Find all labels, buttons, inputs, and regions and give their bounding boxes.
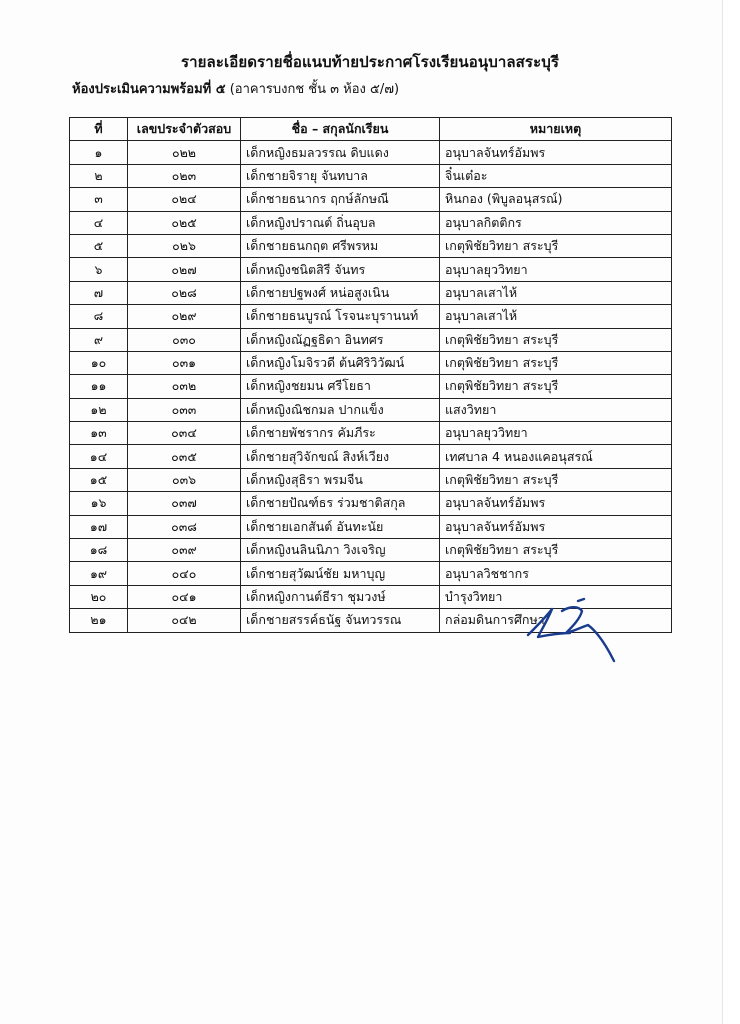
table-row bbox=[70, 515, 672, 538]
row-exam-id: ๐๔๑ bbox=[128, 585, 241, 608]
row-exam-id: ๐๓๑ bbox=[128, 351, 241, 374]
table-row bbox=[70, 188, 672, 211]
row-number: ๑๔ bbox=[70, 445, 128, 468]
row-number: ๑๓ bbox=[70, 422, 128, 445]
table-row bbox=[70, 234, 672, 257]
row-number: ๒๐ bbox=[70, 585, 128, 608]
row-number: ๔ bbox=[70, 211, 128, 234]
row-student-name: เด็กชายสุวิจักขณ์ สิงห์เวียง bbox=[241, 445, 440, 468]
row-note: เกตุพิชัยวิทยา สระบุรี bbox=[440, 351, 672, 374]
row-exam-id: ๐๔๒ bbox=[128, 609, 241, 632]
row-student-name: เด็กชายสรรค์ธนัฐ จันทวรรณ bbox=[241, 609, 440, 632]
table-row bbox=[70, 141, 672, 164]
row-student-name: เด็กหญิงนลินนิภา วิงเจริญ bbox=[241, 539, 440, 562]
row-note: กล่อมดินการศึกษา bbox=[440, 609, 672, 632]
row-number: ๖ bbox=[70, 258, 128, 281]
row-student-name: เด็กหญิงชยมน ศรีโยธา bbox=[241, 375, 440, 398]
table-header-row bbox=[70, 118, 672, 141]
row-number: ๑๙ bbox=[70, 562, 128, 585]
row-note: หินกอง (พิบูลอนุสรณ์) bbox=[440, 188, 672, 211]
table-row bbox=[70, 562, 672, 585]
row-student-name: เด็กชายธนากร ฤกษ์ลักษณี bbox=[241, 188, 440, 211]
row-exam-id: ๐๓๓ bbox=[128, 398, 241, 421]
row-number: ๑๕ bbox=[70, 468, 128, 491]
row-number: ๑๑ bbox=[70, 375, 128, 398]
row-number: ๑ bbox=[70, 141, 128, 164]
row-exam-id: ๐๔๐ bbox=[128, 562, 241, 585]
table-row bbox=[70, 422, 672, 445]
row-student-name: เด็กหญิงโมจิรวดี ต้นศิริวิวัฒน์ bbox=[241, 351, 440, 374]
table-row bbox=[70, 351, 672, 374]
table-row bbox=[70, 328, 672, 351]
table-row bbox=[70, 375, 672, 398]
row-student-name: เด็กชายจิรายุ จันทบาล bbox=[241, 164, 440, 187]
header-no: ที่ bbox=[70, 118, 128, 141]
row-number: ๑๖ bbox=[70, 492, 128, 515]
room-label: ห้องประเมินความพร้อมที่ ๕ bbox=[72, 82, 226, 97]
row-note: อนุบาลเสาไห้ bbox=[440, 305, 672, 328]
row-student-name: เด็กชายปฐพงศ์ หน่อสูงเนิน bbox=[241, 281, 440, 304]
table-body bbox=[70, 141, 672, 632]
row-note: อนุบาลยุววิทยา bbox=[440, 258, 672, 281]
row-number: ๑๒ bbox=[70, 398, 128, 421]
row-note: เกตุพิชัยวิทยา สระบุรี bbox=[440, 468, 672, 491]
row-exam-id: ๐๓๔ bbox=[128, 422, 241, 445]
row-note: อนุบาลจันทร์อัมพร bbox=[440, 492, 672, 515]
row-student-name: เด็กชายสุวัฒน์ชัย มหาบุญ bbox=[241, 562, 440, 585]
table-row bbox=[70, 164, 672, 187]
row-student-name: เด็กหญิงปราณต์ ถิ่นอุบล bbox=[241, 211, 440, 234]
table-row bbox=[70, 468, 672, 491]
row-student-name: เด็กชายพัชรากร คัมภีระ bbox=[241, 422, 440, 445]
row-number: ๑๐ bbox=[70, 351, 128, 374]
row-note: เกตุพิชัยวิทยา สระบุรี bbox=[440, 328, 672, 351]
row-exam-id: ๐๒๕ bbox=[128, 211, 241, 234]
row-student-name: เด็กหญิงกานต์ธีรา ชุมวงษ์ bbox=[241, 585, 440, 608]
table-row bbox=[70, 305, 672, 328]
row-note: เกตุพิชัยวิทยา สระบุรี bbox=[440, 375, 672, 398]
row-exam-id: ๐๒๖ bbox=[128, 234, 241, 257]
row-student-name: เด็กชายธนกฤต ศรีพรหม bbox=[241, 234, 440, 257]
row-exam-id: ๐๒๗ bbox=[128, 258, 241, 281]
row-note: บำรุงวิทยา bbox=[440, 585, 672, 608]
row-exam-id: ๐๓๗ bbox=[128, 492, 241, 515]
row-note: อนุบาลยุววิทยา bbox=[440, 422, 672, 445]
row-note: เกตุพิชัยวิทยา สระบุรี bbox=[440, 539, 672, 562]
row-number: ๕ bbox=[70, 234, 128, 257]
document-title: รายละเอียดรายชื่อแนบท้ายประกาศโรงเรียนอนุบาลสระบุรี bbox=[180, 53, 560, 71]
header-exam-id: เลขประจำตัวสอบ bbox=[128, 118, 241, 141]
row-note: แสงวิทยา bbox=[440, 398, 672, 421]
table-row bbox=[70, 398, 672, 421]
row-number: ๗ bbox=[70, 281, 128, 304]
table-row bbox=[70, 258, 672, 281]
row-exam-id: ๐๓๕ bbox=[128, 445, 241, 468]
row-note: อนุบาลวิชชากร bbox=[440, 562, 672, 585]
row-note: เกตุพิชัยวิทยา สระบุรี bbox=[440, 234, 672, 257]
row-number: ๑๘ bbox=[70, 539, 128, 562]
row-note: อนุบาลเสาไห้ bbox=[440, 281, 672, 304]
row-student-name: เด็กชายปัณฑ์ธร ร่วมชาติสกุล bbox=[241, 492, 440, 515]
table-row bbox=[70, 445, 672, 468]
row-exam-id: ๐๒๔ bbox=[128, 188, 241, 211]
row-exam-id: ๐๓๐ bbox=[128, 328, 241, 351]
row-exam-id: ๐๓๘ bbox=[128, 515, 241, 538]
room-info bbox=[72, 78, 399, 99]
row-number: ๘ bbox=[70, 305, 128, 328]
row-note: อนุบาลจันทร์อัมพร bbox=[440, 141, 672, 164]
row-number: ๓ bbox=[70, 188, 128, 211]
row-exam-id: ๐๒๒ bbox=[128, 141, 241, 164]
table-row bbox=[70, 492, 672, 515]
row-exam-id: ๐๒๙ bbox=[128, 305, 241, 328]
row-exam-id: ๐๓๒ bbox=[128, 375, 241, 398]
header-note: หมายเหตุ bbox=[440, 118, 672, 141]
row-student-name: เด็กหญิงณัฏฐธิดา อินทศร bbox=[241, 328, 440, 351]
row-exam-id: ๐๓๖ bbox=[128, 468, 241, 491]
row-number: ๒ bbox=[70, 164, 128, 187]
row-student-name: เด็กหญิงณิชกมล ปากแข็ง bbox=[241, 398, 440, 421]
row-note: อนุบาลจันทร์อัมพร bbox=[440, 515, 672, 538]
row-number: ๑๗ bbox=[70, 515, 128, 538]
row-exam-id: ๐๒๘ bbox=[128, 281, 241, 304]
room-location: (อาคารบงกช ชั้น ๓ ห้อง ๕/๗) bbox=[229, 82, 400, 97]
table-row bbox=[70, 539, 672, 562]
table-row bbox=[70, 211, 672, 234]
row-exam-id: ๐๒๓ bbox=[128, 164, 241, 187]
row-student-name: เด็กหญิงชนิตสิรี จันทร bbox=[241, 258, 440, 281]
row-student-name: เด็กหญิงสุธิรา พรมจีน bbox=[241, 468, 440, 491]
row-exam-id: ๐๓๙ bbox=[128, 539, 241, 562]
row-student-name: เด็กชายเอกสันต์ อันทะนัย bbox=[241, 515, 440, 538]
row-note: จิ๋นเต๋อะ bbox=[440, 164, 672, 187]
table-row bbox=[70, 281, 672, 304]
header-name: ชื่อ – สกุลนักเรียน bbox=[241, 118, 440, 141]
row-number: ๙ bbox=[70, 328, 128, 351]
row-student-name: เด็กชายธนบูรณ์ โรจนะบุรานนท์ bbox=[241, 305, 440, 328]
row-note: เทศบาล 4 หนองแคอนุสรณ์ bbox=[440, 445, 672, 468]
student-roster-table bbox=[69, 117, 672, 633]
signature bbox=[518, 597, 622, 667]
row-student-name: เด็กหญิงธมลวรรณ ดิบแดง bbox=[241, 141, 440, 164]
row-number: ๒๑ bbox=[70, 609, 128, 632]
row-note: อนุบาลกิตติกร bbox=[440, 211, 672, 234]
